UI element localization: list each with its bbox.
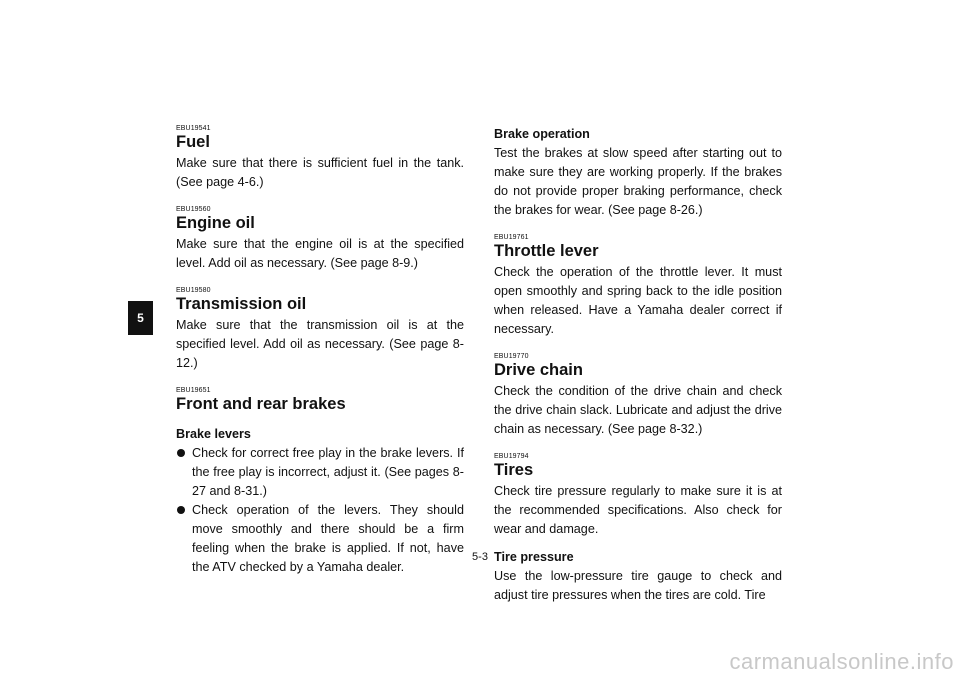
chapter-tab-label: 5 [137, 311, 144, 325]
list-item-text: Check operation of the levers. They should move smoothly and there should be a firm feeling when the brake is applied. If not, have the ATV checked by a Yamaha dealer. [192, 503, 464, 574]
list-item [176, 501, 464, 577]
section-drive-chain [494, 353, 782, 439]
list-item [176, 444, 464, 501]
section-title: Front and rear brakes [176, 395, 346, 413]
section-title: Transmission oil [176, 295, 307, 313]
section-throttle-lever [494, 234, 782, 339]
section-engine-oil [176, 206, 464, 273]
page-number: 5-3 [472, 551, 488, 563]
section-text: Check the operation of the throttle lever. It must open smoothly and spring back to the idle position when released. Have a Yamaha dealer correct if necessary. [494, 265, 782, 336]
section-text: Test the brakes at slow speed after starting out to make sure they are working properly. If the brakes do not provide proper braking performance, check the brakes for wear. (See page 8-26.) [494, 146, 782, 217]
section-text: Use the low-pressure tire gauge to check and adjust tire pressures when the tires are cold. Tire [494, 569, 782, 602]
section-code: EBU19560 [176, 206, 211, 213]
section-title: Tires [494, 461, 534, 479]
chapter-tab [128, 301, 153, 335]
section-tires [494, 453, 782, 605]
section-code: EBU19651 [176, 387, 211, 394]
section-text: Make sure that the transmission oil is at the specified level. Add oil as necessary. (See page 8-12.) [176, 318, 464, 370]
subsection-title: Tire pressure [494, 550, 574, 564]
bullet-icon [177, 506, 185, 514]
left-column [176, 125, 464, 577]
section-code: EBU19794 [494, 453, 529, 460]
section-code: EBU19761 [494, 234, 529, 241]
list-item-text: Check for correct free play in the brake levers. If the free play is incorrect, adjust it. (See pages 8-27 and 8-31.) [192, 446, 464, 498]
section-text: Check the condition of the drive chain and check the drive chain slack. Lubricate and adjust the drive chain as necessary. (See page 8-32.) [494, 384, 782, 436]
section-brakes [176, 387, 464, 577]
section-code: EBU19541 [176, 125, 211, 132]
section-code: EBU19770 [494, 353, 529, 360]
watermark: carmanualsonline.info [729, 649, 954, 674]
section-title: Drive chain [494, 361, 583, 379]
section-title: Throttle lever [494, 242, 599, 260]
subsection-title: Brake levers [176, 427, 251, 441]
section-title: Engine oil [176, 214, 255, 232]
section-text: Make sure that the engine oil is at the specified level. Add oil as necessary. (See page 8-9.) [176, 237, 464, 270]
section-code: EBU19580 [176, 287, 211, 294]
section-fuel [176, 125, 464, 192]
section-brake-operation [494, 125, 782, 220]
section-text: Check tire pressure regularly to make sure it is at the recommended specifications. Also check for wear and damage. [494, 484, 782, 536]
bullet-icon [177, 449, 185, 457]
section-title: Fuel [176, 133, 210, 151]
section-text: Make sure that there is sufficient fuel in the tank. (See page 4-6.) [176, 156, 464, 189]
subsection-title: Brake operation [494, 127, 590, 141]
section-transmission-oil [176, 287, 464, 373]
right-column [494, 125, 782, 605]
